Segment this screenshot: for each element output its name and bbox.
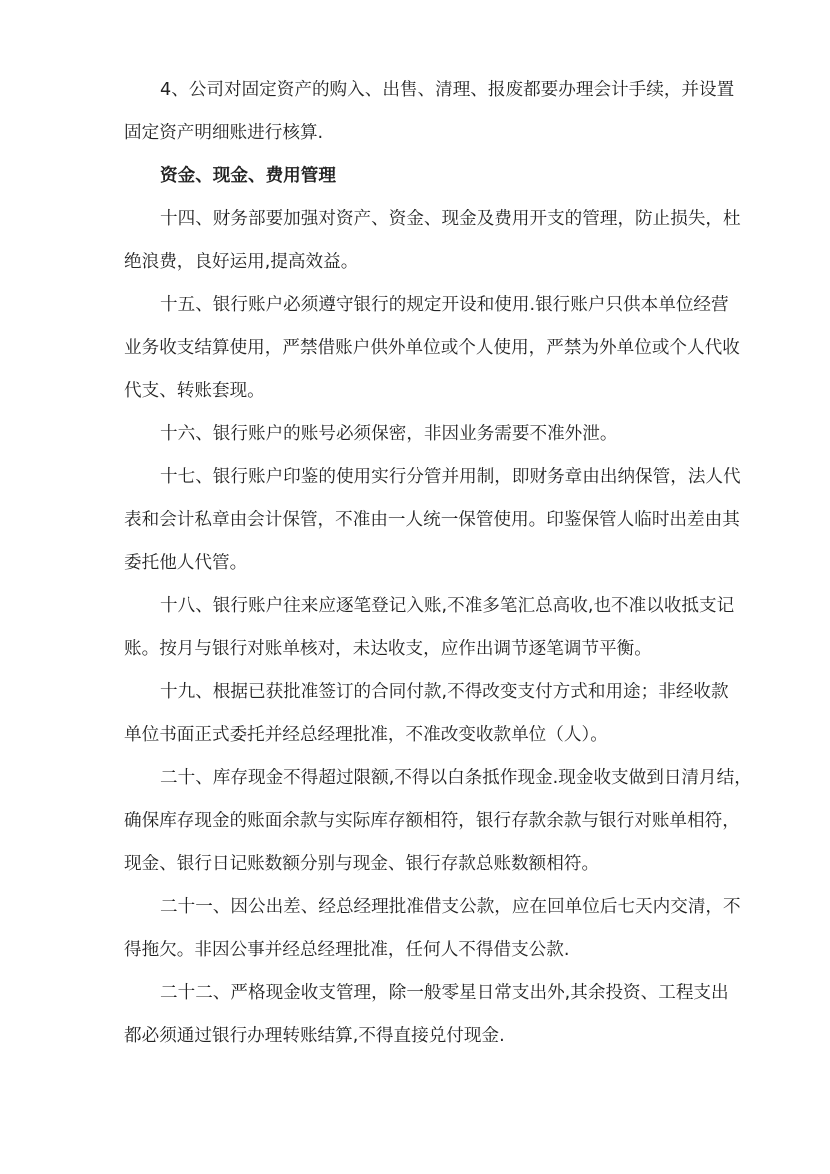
text-line: 委托他人代管。 [124, 553, 248, 573]
text-line: 确保库存现金的账面余款与实际库存额相符，银行存款余款与银行对账单相符， [124, 811, 740, 831]
paragraph [124, 757, 752, 886]
paragraph [124, 972, 729, 1058]
text-line: 现金、银行日记账数额分别与现金、银行存款总账数额相符。 [124, 854, 600, 874]
text-line: 二十、库存现金不得超过限额,不得以白条抵作现金.现金收支做到日清月结， [160, 768, 752, 788]
text-line: 资金、现金、费用管理 [160, 166, 336, 186]
text-line: 4、公司对固定资产的购入、出售、清理、报废都要办理会计手续，并设置 [160, 80, 735, 100]
text-line: 表和会计私章由会计保管，不准由一人统一保管使用。印鉴保管人临时出差由其 [124, 510, 740, 530]
text-line: 绝浪费，良好运用,提高效益。 [124, 252, 359, 272]
text-line: 十七、银行账户印鉴的使用实行分管并用制，即财务章由出纳保管，法人代 [160, 467, 741, 487]
text-line: 十六、银行账户的账号必须保密，非因业务需要不准外泄。 [160, 424, 618, 444]
paragraph [124, 198, 741, 284]
paragraph [124, 284, 740, 413]
paragraph [124, 69, 735, 155]
text-line: 十五、银行账户必须遵守银行的规定开设和使用.银行账户只供本单位经营 [160, 295, 729, 315]
text-line: 都必须通过银行办理转账结算,不得直接兑付现金. [124, 1026, 505, 1046]
text-line: 得拖欠。非因公事并经总经理批准，任何人不得借支公款. [124, 940, 570, 960]
text-line: 十九、根据已获批准签订的合同付款,不得改变支付方式和用途；非经收款 [160, 682, 729, 702]
paragraph [124, 456, 741, 585]
paragraph [124, 413, 708, 456]
text-line: 二十二、严格现金收支管理，除一般零星日常支出外,其余投资、工程支出 [160, 983, 729, 1003]
text-line: 业务收支结算使用，严禁借账户供外单位或个人使用，严禁为外单位或个人代收 [124, 338, 740, 358]
text-line: 二十一、因公出差、经总经理批准借支公款，应在回单位后七天内交清，不 [160, 897, 741, 917]
paragraph [124, 886, 741, 972]
text-line: 固定资产明细账进行核算. [124, 123, 324, 143]
document-page [124, 69, 752, 1058]
text-line: 十八、银行账户往来应逐笔登记入账,不准多笔汇总高收,也不准以收抵支记 [160, 596, 735, 616]
text-line: 账。按月与银行对账单核对，未达收支，应作出调节逐笔调节平衡。 [124, 639, 652, 659]
text-line: 单位书面正式委托并经总经理批准，不准改变收款单位（人）。 [124, 725, 608, 745]
text-line: 代支、转账套现。 [124, 381, 265, 401]
paragraph [124, 585, 735, 671]
text-line: 十四、财务部要加强对资产、资金、现金及费用开支的管理，防止损失，杜 [160, 209, 741, 229]
paragraph [124, 671, 729, 757]
section-heading [124, 155, 708, 198]
